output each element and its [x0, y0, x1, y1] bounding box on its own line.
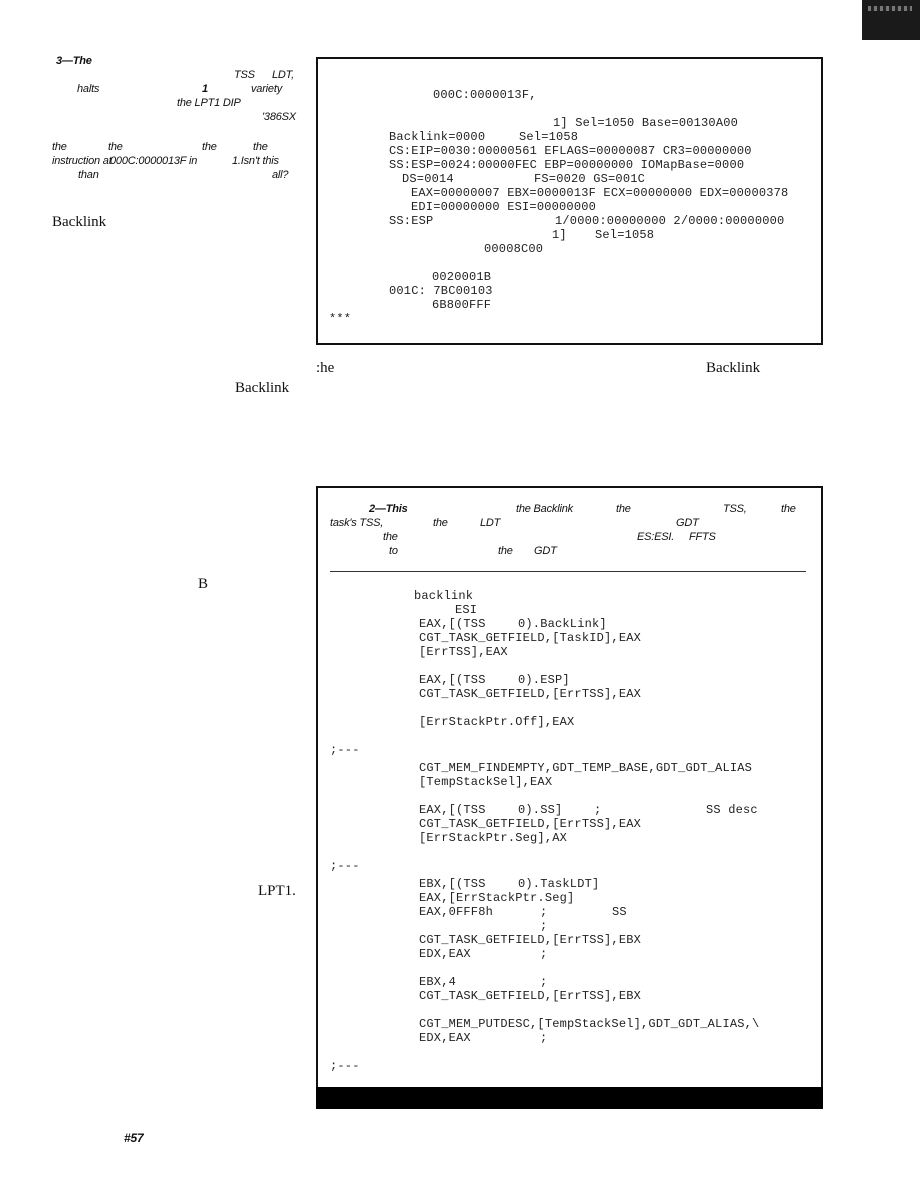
caption-word: the	[781, 503, 796, 515]
code-line: ;	[540, 947, 548, 961]
code-line: ;---	[330, 1059, 360, 1073]
caption-word: TSS	[234, 69, 255, 81]
caption-word: the	[616, 503, 631, 515]
code-line: EDI=00000000 ESI=00000000	[411, 200, 597, 214]
corner-tab	[862, 0, 920, 40]
code-line: EAX,[ErrStackPtr.Seg]	[419, 891, 575, 905]
code-line: Sel=1058	[519, 130, 579, 144]
code-line: 1/0000:00000000 2/0000:00000000	[555, 214, 785, 228]
code-line: 1] Sel=1050 Base=00130A00	[553, 116, 739, 130]
caption-word: halts	[77, 83, 100, 95]
code-line: EDX,EAX	[419, 947, 471, 961]
code-line: SS desc	[706, 803, 758, 817]
caption-word: task's TSS,	[330, 517, 384, 529]
body-word-backlink: Backlink	[706, 360, 761, 376]
body-word-the: :he	[316, 360, 335, 376]
caption-word: the	[433, 517, 448, 529]
caption-word: TSS,	[723, 503, 747, 515]
code-line: 1]	[552, 228, 567, 242]
caption-word: FFTS	[689, 531, 716, 543]
caption-word: 000C:0000013F in	[110, 155, 198, 167]
code-line: Sel=1058	[595, 228, 655, 242]
caption-word: variety	[251, 83, 282, 95]
code-line: ;---	[330, 859, 360, 873]
body-letter-b: B	[198, 576, 209, 592]
code-line: ;	[540, 919, 548, 933]
code-line: backlink	[414, 589, 474, 603]
code-line: [ErrTSS],EAX	[419, 645, 508, 659]
body-word-backlink: Backlink	[52, 214, 107, 230]
code-line: EAX,[(TSS	[419, 617, 486, 631]
code-line: 00008C00	[484, 242, 544, 256]
caption-word: ES:ESI.	[637, 531, 675, 543]
code-line: [TempStackSel],EAX	[419, 775, 553, 789]
code-line: CGT_MEM_PUTDESC,[TempStackSel],GDT_GDT_ALIAS,\	[419, 1017, 760, 1031]
code-line: CS:EIP=0030:00000561 EFLAGS=00000087 CR3=00000000	[389, 144, 752, 158]
code-line: EAX,[(TSS	[419, 803, 486, 817]
code-line: 000C:0000013F,	[433, 88, 537, 102]
code-line: 0).SS]	[518, 803, 563, 817]
code-line: EAX=00000007 EBX=0000013F ECX=00000000 EDX=00000378	[411, 186, 789, 200]
caption-word: LDT	[480, 517, 501, 529]
caption-word: the Backlink	[516, 503, 573, 515]
caption-word: 2—This	[369, 503, 408, 515]
code-line: ;	[540, 1031, 548, 1045]
code-line: ***	[329, 312, 352, 326]
code-line: EDX,EAX	[419, 1031, 471, 1045]
code-line: SS:ESP	[389, 214, 434, 228]
code-line: CGT_TASK_GETFIELD,[ErrTSS],EAX	[419, 817, 642, 831]
code-line: SS:ESP=0024:00000FEC EBP=00000000 IOMapBase=0000	[389, 158, 745, 172]
caption-word: GDT	[534, 545, 557, 557]
code-line: 6B800FFF	[432, 298, 492, 312]
code-line: 0).TaskLDT]	[518, 877, 600, 891]
code-line: CGT_TASK_GETFIELD,[ErrTSS],EAX	[419, 687, 642, 701]
page-number: #57	[124, 1131, 144, 1145]
code-line: EAX,[(TSS	[419, 673, 486, 687]
code-line: 0).ESP]	[518, 673, 570, 687]
code-line: 001C: 7BC00103	[389, 284, 493, 298]
code-line: EAX,0FFF8h	[419, 905, 494, 919]
code-line: 0).BackLink]	[518, 617, 607, 631]
caption-word: the	[498, 545, 513, 557]
caption-word: 1	[202, 83, 208, 95]
code-line: ;	[594, 803, 602, 817]
code-line: ;---	[330, 743, 360, 757]
code-line: [ErrStackPtr.Off],EAX	[419, 715, 575, 729]
code-line: ;	[540, 975, 548, 989]
code-line: DS=0014	[402, 172, 454, 186]
body-word-backlink: Backlink	[235, 380, 290, 396]
caption-word: the	[52, 141, 67, 153]
code-line: SS	[612, 905, 627, 919]
figure3-label: 3—The	[56, 55, 92, 67]
code-line: [ErrStackPtr.Seg],AX	[419, 831, 568, 845]
code-line: Backlink=0000	[389, 130, 486, 144]
code-line: ESI	[455, 603, 478, 617]
caption-divider	[330, 571, 806, 572]
code-line: EBX,[(TSS	[419, 877, 486, 891]
caption-word: the	[108, 141, 123, 153]
caption-word: the LPT1 DIP	[177, 97, 241, 109]
code-line: 0020001B	[432, 270, 492, 284]
caption-word: instruction at	[52, 155, 112, 167]
caption-word: GDT	[676, 517, 699, 529]
caption-word: the	[383, 531, 398, 543]
code-line: ;	[540, 905, 548, 919]
code-line: CGT_TASK_GETFIELD,[ErrTSS],EBX	[419, 933, 642, 947]
caption-word: to	[389, 545, 398, 557]
code-line: CGT_TASK_GETFIELD,[ErrTSS],EBX	[419, 989, 642, 1003]
caption-word: all?	[272, 169, 289, 181]
listing2-bottom-bar	[316, 1087, 823, 1109]
caption-word: than	[78, 169, 99, 181]
code-line: EBX,4	[419, 975, 457, 989]
caption-word: 1.Isn't this	[232, 155, 279, 167]
caption-word: the	[253, 141, 268, 153]
caption-word: the	[202, 141, 217, 153]
body-word-lpt1: LPT1.	[258, 883, 296, 899]
code-line: CGT_MEM_FINDEMPTY,GDT_TEMP_BASE,GDT_GDT_ALIAS	[419, 761, 753, 775]
code-line: FS=0020 GS=001C	[534, 172, 646, 186]
caption-word: LDT,	[272, 69, 295, 81]
caption-word: '386SX	[262, 111, 296, 123]
code-line: CGT_TASK_GETFIELD,[TaskID],EAX	[419, 631, 642, 645]
